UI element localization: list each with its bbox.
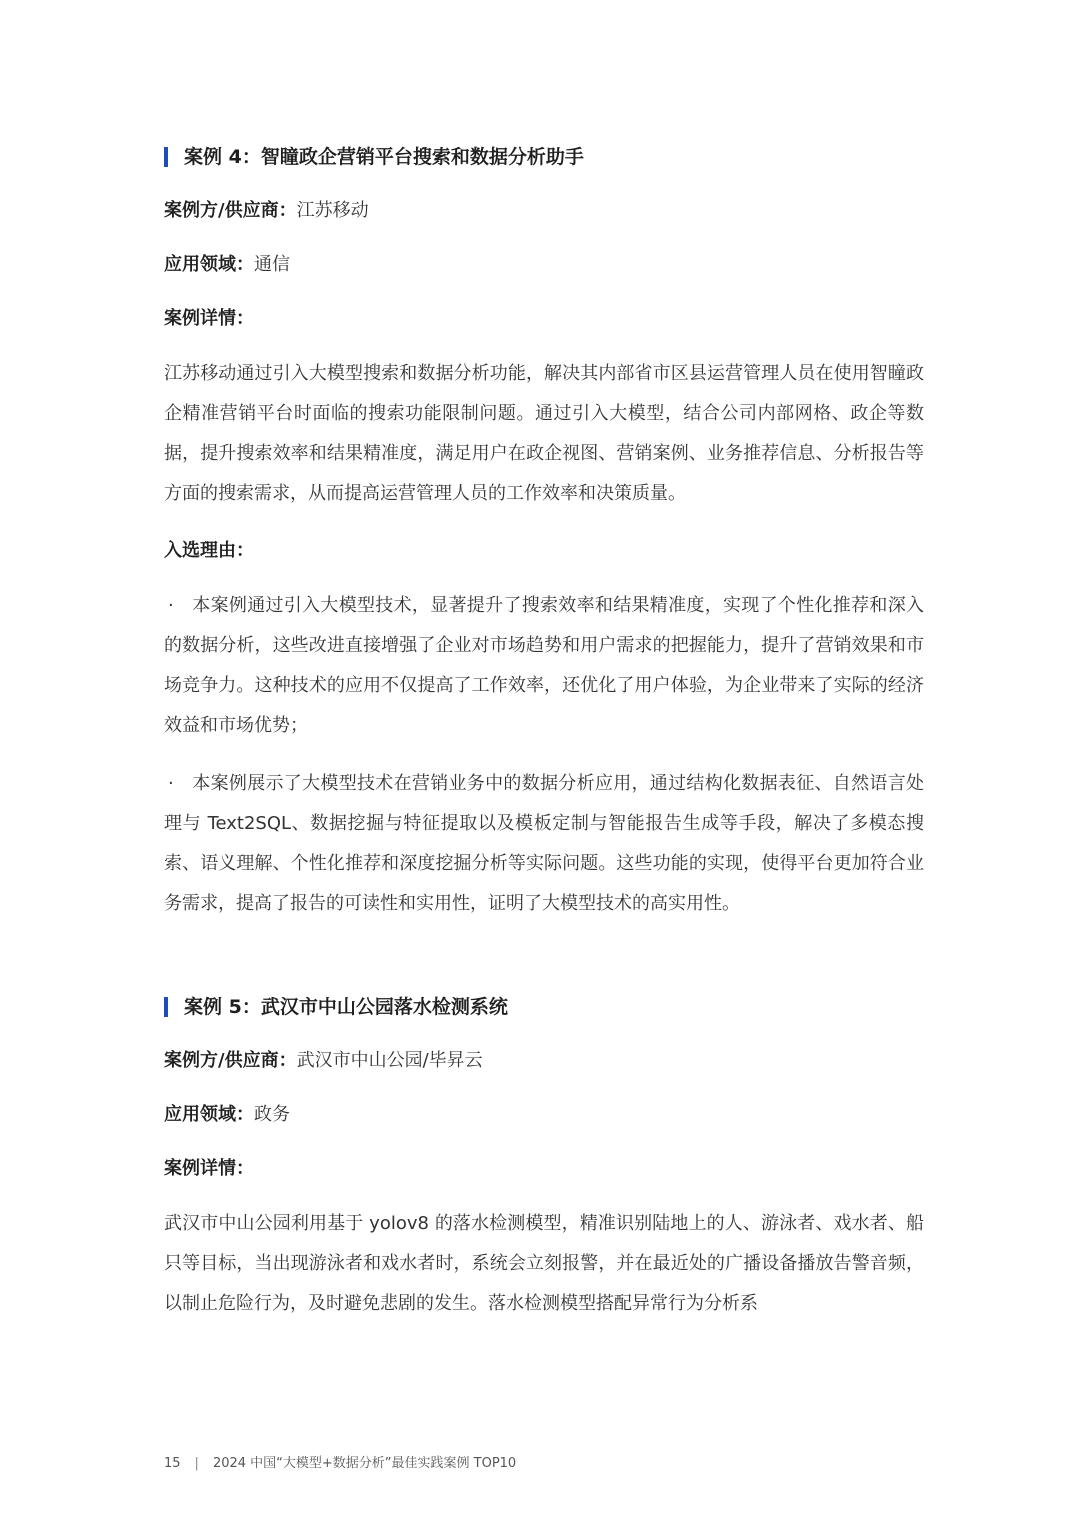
case-5-title (164, 990, 924, 1024)
domain-label: 应用领域： (164, 254, 254, 275)
case-5-details-label: 案例详情： (164, 1158, 254, 1179)
case-4-details-label: 案例详情： (164, 308, 254, 329)
case-4-reason-label: 入选理由： (164, 540, 254, 561)
case-4-reason-1 (164, 586, 924, 746)
case-4-section (164, 140, 924, 924)
case-4-title-text: 案例 4：智瞳政企营销平台搜索和数据分析助手 (184, 146, 584, 168)
document-title: 2024 中国“大模型+数据分析”最佳实践案例 TOP10 (212, 1456, 517, 1471)
provider-value: 江苏移动 (296, 200, 369, 221)
bullet-icon: · (168, 773, 174, 794)
provider-label: 案例方/供应商： (164, 1050, 297, 1071)
provider-value: 武汉市中山公园/毕昇云 (296, 1050, 483, 1071)
domain-label: 应用领域： (164, 1104, 254, 1125)
page-footer (164, 1452, 516, 1471)
case-4-details-text: 江苏移动通过引入大模型搜索和数据分析功能，解决其内部省市区县运营管理人员在使用智瞳政企精准营销平台时面临的搜索功能限制问题。通过引入大模型，结合公司内部网格、政企等数据，提升搜索效率和结果精准度，满足用户在政企视图、营销案例、业务推荐信息、分析报告等方面的搜索需求，从而提高运营管理人员的工作效率和决策质量。 (164, 363, 924, 504)
title-accent-bar (164, 147, 168, 167)
case-5-section (164, 990, 924, 1324)
case-4-provider (164, 194, 924, 228)
page-number: 15 (164, 1456, 181, 1471)
case-4-reason-2 (164, 764, 924, 924)
case-5-details-text: 武汉市中山公园利用基于 yolov8 的落水检测模型，精准识别陆地上的人、游泳者、戏水者、船只等目标，当出现游泳者和戏水者时，系统会立刻报警，并在最近处的广播设备播放告警音频，以制止危险行为，及时避免悲剧的发生。落水检测模型搭配异常行为分析系 (164, 1213, 924, 1314)
domain-value: 政务 (254, 1104, 290, 1125)
reason-text: 本案例通过引入大模型技术，显著提升了搜索效率和结果精准度，实现了个性化推荐和深入的数据分析，这些改进直接增强了企业对市场趋势和用户需求的把握能力，提升了营销效果和市场竞争力。这种技术的应用不仅提高了工作效率，还优化了用户体验，为企业带来了实际的经济效益和市场优势； (164, 595, 924, 736)
case-4-title (164, 140, 924, 174)
case-5-title-text: 案例 5：武汉市中山公园落水检测系统 (184, 996, 508, 1018)
bullet-icon: · (168, 595, 174, 616)
title-accent-bar (164, 997, 168, 1017)
provider-label: 案例方/供应商： (164, 200, 297, 221)
case-5-domain (164, 1098, 924, 1132)
case-5-provider (164, 1044, 924, 1078)
reason-text: 本案例展示了大模型技术在营销业务中的数据分析应用，通过结构化数据表征、自然语言处理与 Text2SQL、数据挖掘与特征提取以及模板定制与智能报告生成等手段，解决了多模态搜索、语义理解、个性化推荐和深度挖掘分析等实际问题。这些功能的实现，使得平台更加符合业务需求，提高了报告的可读性和实用性，证明了大模型技术的高实用性。 (164, 773, 924, 914)
footer-separator: | (194, 1456, 199, 1471)
case-4-domain (164, 248, 924, 282)
domain-value: 通信 (254, 254, 290, 275)
